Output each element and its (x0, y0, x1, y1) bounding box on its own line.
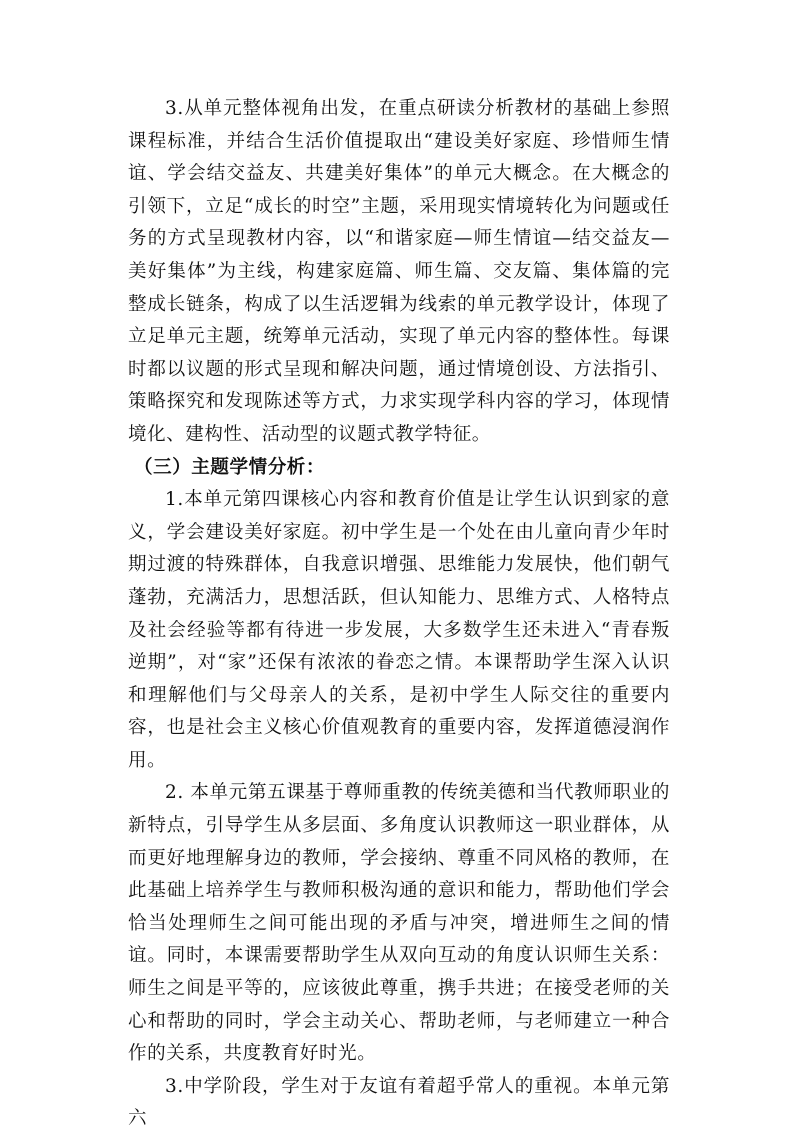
paragraph-analysis-3: 3.中学阶段，学生对于友谊有着超乎常人的重视。本单元第六 (128, 1075, 670, 1130)
paragraph-analysis-1: 1.本单元第四课核心内容和教育价值是让学生认识到家的意义，学会建设美好家庭。初中学生是一个处在由儿童向青少年时期过渡的特殊群体，自我意识增强、思维能力发展快，他们朝气蓬勃，充满活力，思想活跃，但认知能力、思维方式、人格特点及社会经验等都有待进一步发展，大多数学生还未进入“青春叛逆期”，对“家”还保有浓浓的眷恋之情。本课帮助学生深入认识和理解他们与父母亲人的关系，是初中学生人际交往的重要内容，也是社会主义核心价值观教育的重要内容，发挥道德浸润作用。 (128, 489, 670, 771)
paragraph-analysis-2: 2. 本单元第五课基于尊师重教的传统美德和当代教师职业的新特点，引导学生从多层面、多角度认识教师这一职业群体，从而更好地理解身边的教师，学会接纳、尊重不同风格的教师，在此基础上培养学生与教师积极沟通的意识和能力，帮助他们学会恰当处理师生之间可能出现的矛盾与冲突，增进师生之间的情谊。同时，本课需要帮助学生从双向互动的角度认识师生关系：师生之间是平等的，应该彼此尊重，携手共进；在接受老师的关心和帮助的同时，学会主动关心、帮助老师，与老师建立一种合作的关系，共度教育好时光。 (128, 782, 670, 1065)
section-heading: （三）主题学情分析： (134, 456, 326, 478)
paragraph-unit-design: 3.从单元整体视角出发，在重点研读分析教材的基础上参照课程标准，并结合生活价值提取出“建设美好家庭、珍惜师生情谊、学会结交益友、共建美好集体”的单元大概念。在大概念的引领下，立足“成长的时空”主题，采用现实情境转化为问题或任务的方式呈现教材内容，以“和谐家庭—师生情谊—结交益友—美好集体”为主线，构建家庭篇、师生篇、交友篇、集体篇的完整成长链条，构成了以生活逻辑为线索的单元教学设计，体现了立足单元主题，统筹单元活动，实现了单元内容的整体性。每课时都以议题的形式呈现和解决问题，通过情境创设、方法指引、策略探究和发现陈述等方式，力求实现学科内容的学习，体现情境化、建构性、活动型的议题式教学特征。 (128, 98, 670, 445)
